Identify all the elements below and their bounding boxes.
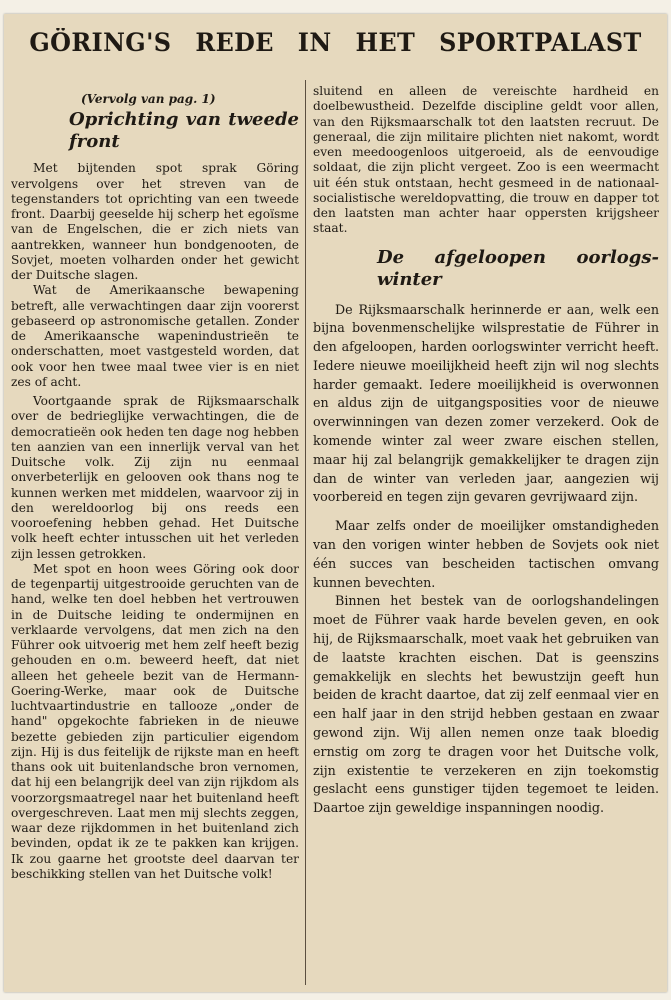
paragraph: Wat de Amerikaansche bewapening betreft, alle verwachtingen daar zijn voorerst gebaseerd op astronomische getallen. Zonder de Amerikaansche wapenindustrieën te onderschatten, moet vastgesteld worden, dat ook voor hen twee maal twee vier is en niet zes of acht. (11, 283, 299, 389)
paragraph: Maar zelfs onder de moeilijker omstandigheden van den vorigen winter hebben de Sovjets ook niet één succes van bescheiden tactischen omvang kunnen bevechten. (313, 518, 659, 590)
newspaper-clipping (4, 14, 667, 992)
paragraph: Met bijtenden spot sprak Göring vervolgens over het streven van de tegenstanders tot oprichting van een tweede front. Daarbij geeselde hij scherp het egoïsme van de Engelschen, die er zich niets van aantrekken, wanneer hun bondgenooten, de Sovjet, moeten volharden onder het gewicht der Duitsche slagen. (11, 161, 299, 282)
paragraph: De Rijksmaarschalk herinnerde er aan, welk een bijna bovenmenschelijke wilsprestatie de Führer in den afgeloopen, harden oorlogswinter verricht heeft. Iedere nieuwe moeilijkheid heeft zijn wil nog slechts harder gemaakt. Iedere moeilijkheid is overwonnen en aldus zijn de uitgangsposities voor de nieuwe overwinningen van dezen zomer verzekerd. Ook de komende winter zal weer zware eischen stellen, maar hij zal belangrijk gemakkelijker te dragen zijn dan de winter van verleden jaar, aangezien wij voorbereid en tegen zijn gevaren gevrijwaard zijn. (313, 301, 659, 505)
headline: GÖRING'S REDE IN HET SPORTPALAST (29, 28, 642, 57)
paragraph-continued: sluitend en alleen de vereischte hardheid en doelbewustheid. Dezelfde discipline geldt voor allen, van den Rijksmaarschalk tot den laatsten recruut. De generaal, die zijn militaire plichten niet nakomt, wordt even meedoogenloos uitgeroeid, als de eenvoudige soldaat, die zijn plicht vergeet. Zoo is een weermacht uit één stuk ontstaan, hecht gesmeed in de nationaal-socialistische wereldopvatting, die trouw en dapper tot den laatsten man achter haar oppersten krijgsheer staat. (313, 84, 659, 236)
subheading-second-front: Oprichting van tweede front (69, 109, 299, 153)
right-column (313, 84, 659, 984)
paragraph: Voortgaande sprak de Rijksmaarschalk over de bedrieglijke verwachtingen, die de democratieën ook heden ten dage nog hebben ten aanzien van een innerlijk verval van het Duitsche volk. Zij zijn nu eenmaal onverbeterlijk en gelooven ook thans nog te kunnen werken met middelen, waarvoor zij in den wereldoorlog bij ons reeds een vooroefening hebben gehad. Het Duitsche volk heeft echter intusschen uit het verleden zijn lessen getrokken. (11, 394, 299, 561)
subheading-war-winter: De afgeloopen oorlogs-winter (377, 246, 659, 290)
column-rule (305, 80, 306, 985)
continued-note: (Vervolg van pag. 1) (81, 92, 216, 106)
paragraph: Binnen het bestek van de oorlogshandelingen moet de Führer vaak harde bevelen geven, en ook hij, de Rijksmaarschalk, moet vaak het gebruiken van de laatste krachten eischen. Dat is geenszins gemakkelijk en slechts het bewustzijn geeft hun beiden de kracht daartoe, dat zij zelf eenmaal vier en een half jaar in den strijd hebben gestaan en zwaar gewond zijn. Wij allen nemen onze taak bloedig ernstig om zorg te dragen voor het Duitsche volk, zijn existentie te verzekeren en zijn toekomstig geslacht eens gunstiger tijden tegemoet te leiden. Daartoe zijn geweldige inspanningen noodig. (313, 593, 659, 816)
paragraph: Met spot en hoon wees Göring ook door de tegenpartij uitgestrooide geruchten van de hand, welke ten doel hebben het vertrouwen in de Duitsche leiding te ondermijnen en verklaarde vervolgens, dat men zich na den Führer ook uitvoerig met hem zelf heeft bezig gehouden en o.m. beweerd heeft, dat niet alleen het geheele bezit van de Hermann-Goering-Werke, maar ook de Duitsche luchtvaartindustrie en tallooze „onder de hand" opgekochte fabrieken in de nieuwe bezette gebieden zijn particulier eigendom zijn. Hij is dus feitelijk de rijkste man en heeft thans ook uit buitenlandsche bron vernomen, dat hij een belangrijk deel van zijn rijkdom als voorzorgsmaatregel naar het buitenland heeft overgeschreven. Laat men mij slechts zeggen, waar deze rijkdommen in het buitenland zich bevinden, opdat ik ze te pakken kan krijgen. Ik zou gaarne het grootste deel daarvan ter beschikking stellen van het Duitsche volk! (11, 561, 299, 881)
left-column (11, 84, 299, 984)
